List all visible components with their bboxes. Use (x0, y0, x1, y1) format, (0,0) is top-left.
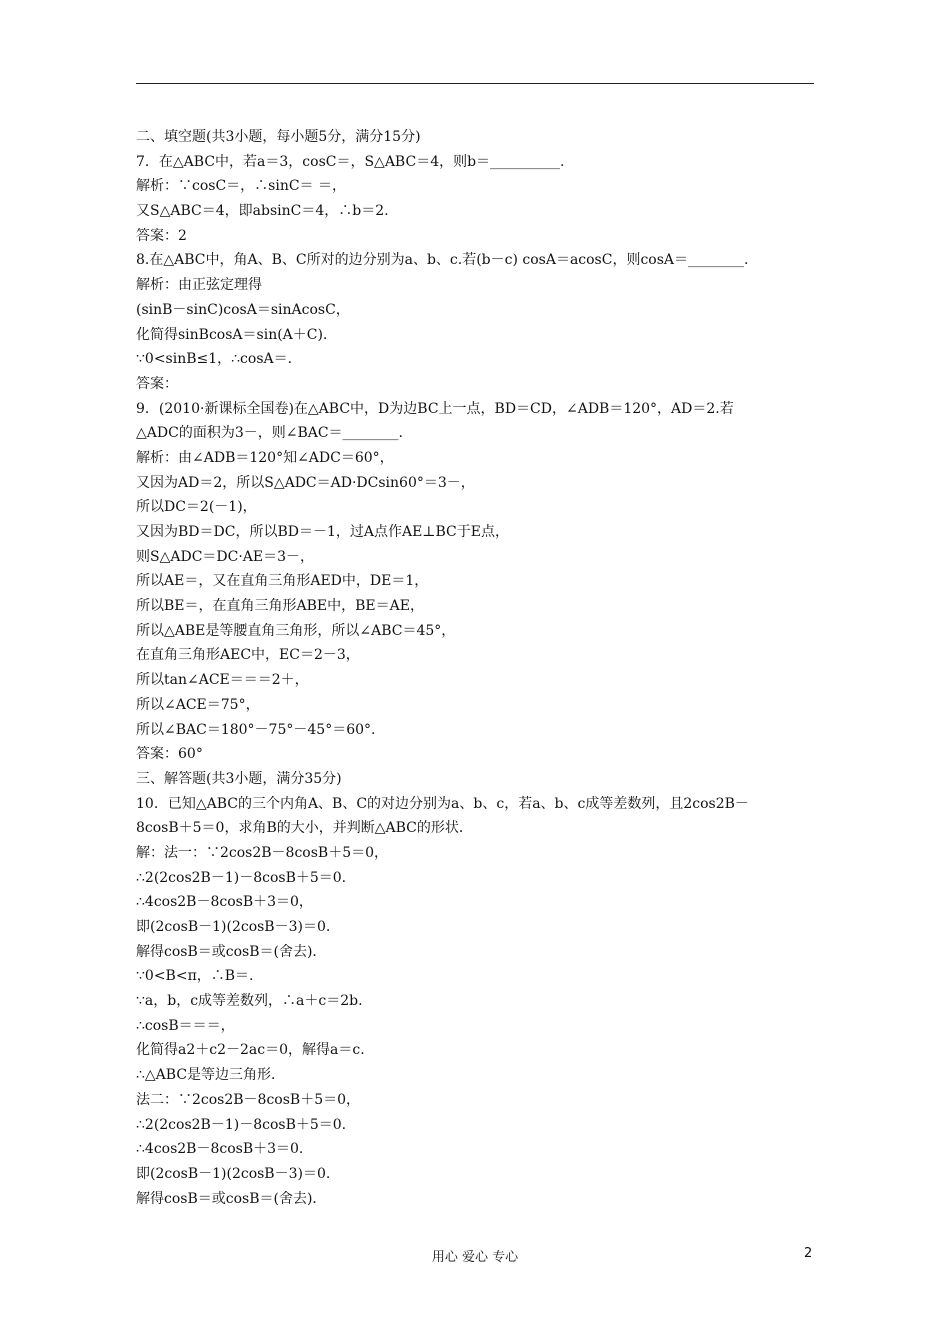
text-line: ∵0<sinB≤1，∴cosA＝. (136, 351, 293, 368)
text-line: 答案：2 (136, 227, 187, 244)
text-line: ∴△ABC是等边三角形． (136, 1067, 286, 1084)
text-line: 答案：60° (136, 746, 203, 763)
text-line: ∴4cos2B－8cosB＋3＝0， (136, 894, 313, 911)
text-line: 三、解答题(共3小题，满分35分) (136, 770, 342, 787)
text-line: 解得cosB＝或cosB＝(舍去)． (136, 943, 327, 960)
text-line: 7．在△ABC中，若a＝3，cosC＝，S△ABC＝4，则b＝__________. (136, 153, 565, 170)
text-line: 解：法一：∵2cos2B－8cosB＋5＝0， (136, 844, 389, 861)
text-line: 又因为BD＝DC，所以BD＝－1，过A点作AE⊥BC于E点， (136, 524, 509, 540)
text-line: ∵a，b，c成等差数列，∴a＋c＝2b. (136, 993, 363, 1010)
text-line: 解析：由正弦定理得 (136, 277, 262, 294)
text-line: 即(2cosB－1)(2cosB－3)＝0. (136, 919, 331, 935)
text-line: 法二：∵2cos2B－8cosB＋5＝0， (136, 1091, 361, 1108)
text-line: 9．(2010·新课标全国卷)在△ABC中，D为边BC上一点，BD＝CD，∠ADB＝120°，AD＝2.若 (136, 400, 734, 417)
text-line: 解得cosB＝或cosB＝(舍去)． (136, 1190, 327, 1207)
text-line: 又S△ABC＝4，即absinC＝4，∴b＝2. (136, 203, 389, 220)
text-line: 又因为AD＝2，所以S△ADC＝AD·DCsin60°＝3－， (136, 474, 475, 491)
text-line: 所以∠BAC＝180°－75°－45°＝60°. (136, 721, 376, 738)
text-line: 化简得sinBcosA＝sin(A＋C)． (136, 326, 337, 343)
text-line: 解析：由∠ADB＝120°知∠ADC＝60°， (136, 449, 394, 466)
page-number: 2 (804, 1246, 813, 1261)
text-line: ∴2(2cos2B－1)－8cosB＋5＝0. (136, 1116, 347, 1133)
text-line: △ADC的面积为3－，则∠BAC＝________. (136, 425, 404, 442)
text-line: (sinB－sinC)cosA＝sinAcosC， (136, 301, 350, 318)
text-line: 10．已知△ABC的三个内角A、B、C的对边分别为a、b、c，若a、b、c成等差数列，且2cos2B－ (136, 795, 749, 812)
text-line: 在直角三角形AEC中，EC＝2－3， (136, 647, 360, 664)
text-line: 则S△ADC＝DC·AE＝3－， (136, 548, 315, 565)
text-line: 二、填空题(共3小题，每小题5分，满分15分) (136, 129, 421, 145)
text-line: 答案： (136, 375, 178, 392)
text-line: 所以AE＝，又在直角三角形AED中，DE＝1， (136, 573, 429, 590)
document-body (136, 125, 816, 1211)
text-line: 所以DC＝2(－1)， (136, 499, 257, 516)
text-line: ∴4cos2B－8cosB＋3＝0. (136, 1141, 304, 1158)
text-line: 即(2cosB－1)(2cosB－3)＝0. (136, 1165, 331, 1182)
page-footer: 用心 爱心 专心 (431, 1250, 519, 1265)
text-line: 化简得a2＋c2－2ac＝0，解得a＝c. (136, 1042, 365, 1059)
text-line: ∴2(2cos2B－1)－8cosB＋5＝0. (136, 869, 347, 886)
text-line: 8cosB＋5＝0，求角B的大小，并判断△ABC的形状． (136, 820, 473, 837)
text-line: ∴cosB＝＝＝， (136, 1017, 235, 1034)
text-line: ∵0<B<π，∴B＝. (136, 968, 254, 985)
text-line: 所以BE＝，在直角三角形ABE中，BE＝AE， (136, 598, 424, 615)
header-rule (136, 83, 814, 84)
text-line: 解析：∵cosC＝，∴sinC＝ ＝， (136, 178, 347, 195)
text-line: 所以tan∠ACE＝＝＝2＋， (136, 672, 309, 689)
text-line: 8.在△ABC中，角A、B、C所对的边分别为a、b、c.若(b－c) cosA＝acosC，则cosA＝________. (136, 252, 749, 269)
text-line: 所以∠ACE＝75°， (136, 696, 260, 713)
text-line: 所以△ABE是等腰直角三角形，所以∠ABC＝45°， (136, 622, 456, 639)
